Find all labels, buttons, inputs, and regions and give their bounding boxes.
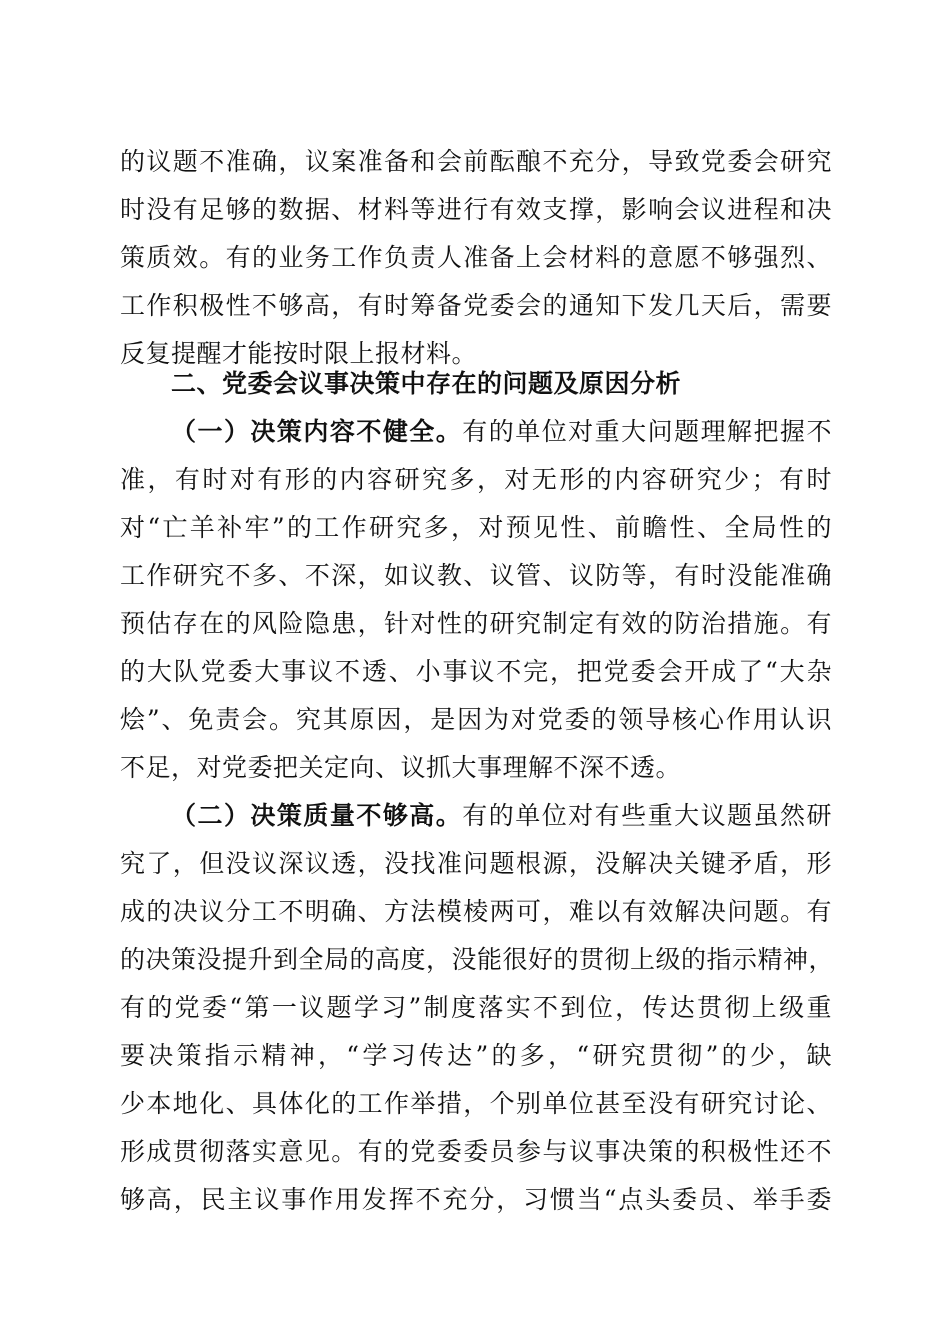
body-text-line: 成的决议分工不明确、方法模棱两可，难以有效解决问题。有	[120, 897, 832, 926]
body-text-line: 的决策没提升到全局的高度，没能很好的贯彻上级的指示精神，	[120, 945, 835, 974]
body-text-line: 的议题不准确，议案准备和会前酝酿不充分，导致党委会研究	[120, 147, 832, 176]
body-text-line: 要决策指示精神，“学习传达”的多，“研究贯彻”的少，缺	[120, 1041, 832, 1070]
body-text-line: 形成贯彻落实意见。有的党委委员参与议事决策的积极性还不	[120, 1137, 832, 1166]
subsection-first-line	[171, 794, 832, 838]
body-text-line: 时没有足够的数据、材料等进行有效支撑，影响会议进程和决	[120, 195, 832, 224]
body-text-line: 少本地化、具体化的工作举措，个别单位甚至没有研究讨论、	[120, 1089, 832, 1118]
subsection-title: （一）决策内容不健全。	[171, 417, 463, 446]
body-text-span: 有的单位对有些重大议题虽然研	[462, 801, 832, 830]
body-text-line: 工作研究不多、不深，如议教、议管、议防等，有时没能准确	[120, 561, 832, 590]
body-text-line: 预估存在的风险隐患，针对性的研究制定有效的防治措施。有	[120, 609, 832, 638]
subsection-first-line	[171, 410, 832, 454]
body-text-line: 对“亡羊补牢”的工作研究多，对预见性、前瞻性、全局性的	[120, 513, 832, 542]
body-text-line: 烩”、免责会。究其原因，是因为对党委的领导核心作用认识	[120, 705, 832, 734]
subsection-title: （二）决策质量不够高。	[171, 801, 463, 830]
body-text-line: 的大队党委大事议不透、小事议不完，把党委会开成了“大杂	[120, 657, 832, 686]
body-text-line: 工作积极性不够高，有时筹备党委会的通知下发几天后，需要	[120, 291, 832, 320]
body-text-line: 策质效。有的业务工作负责人准备上会材料的意愿不够强烈、	[120, 243, 832, 272]
body-text-line: 不足，对党委把关定向、议抓大事理解不深不透。	[120, 753, 682, 782]
body-text-span: 有的单位对重大问题理解把握不	[462, 417, 832, 446]
body-text-line: 准，有时对有形的内容研究多，对无形的内容研究少；有时	[120, 465, 832, 494]
body-text-line: 有的党委“第一议题学习”制度落实不到位，传达贯彻上级重	[120, 993, 832, 1022]
body-text-line: 反复提醒才能按时限上报材料。	[120, 339, 478, 368]
section-heading: 二、党委会议事决策中存在的问题及原因分析	[171, 369, 682, 398]
body-text-line: 究了，但没议深议透，没找准问题根源，没解决关键矛盾，形	[120, 849, 832, 878]
body-text-line: 够高，民主议事作用发挥不充分，习惯当“点头委员、举手委	[120, 1185, 832, 1214]
